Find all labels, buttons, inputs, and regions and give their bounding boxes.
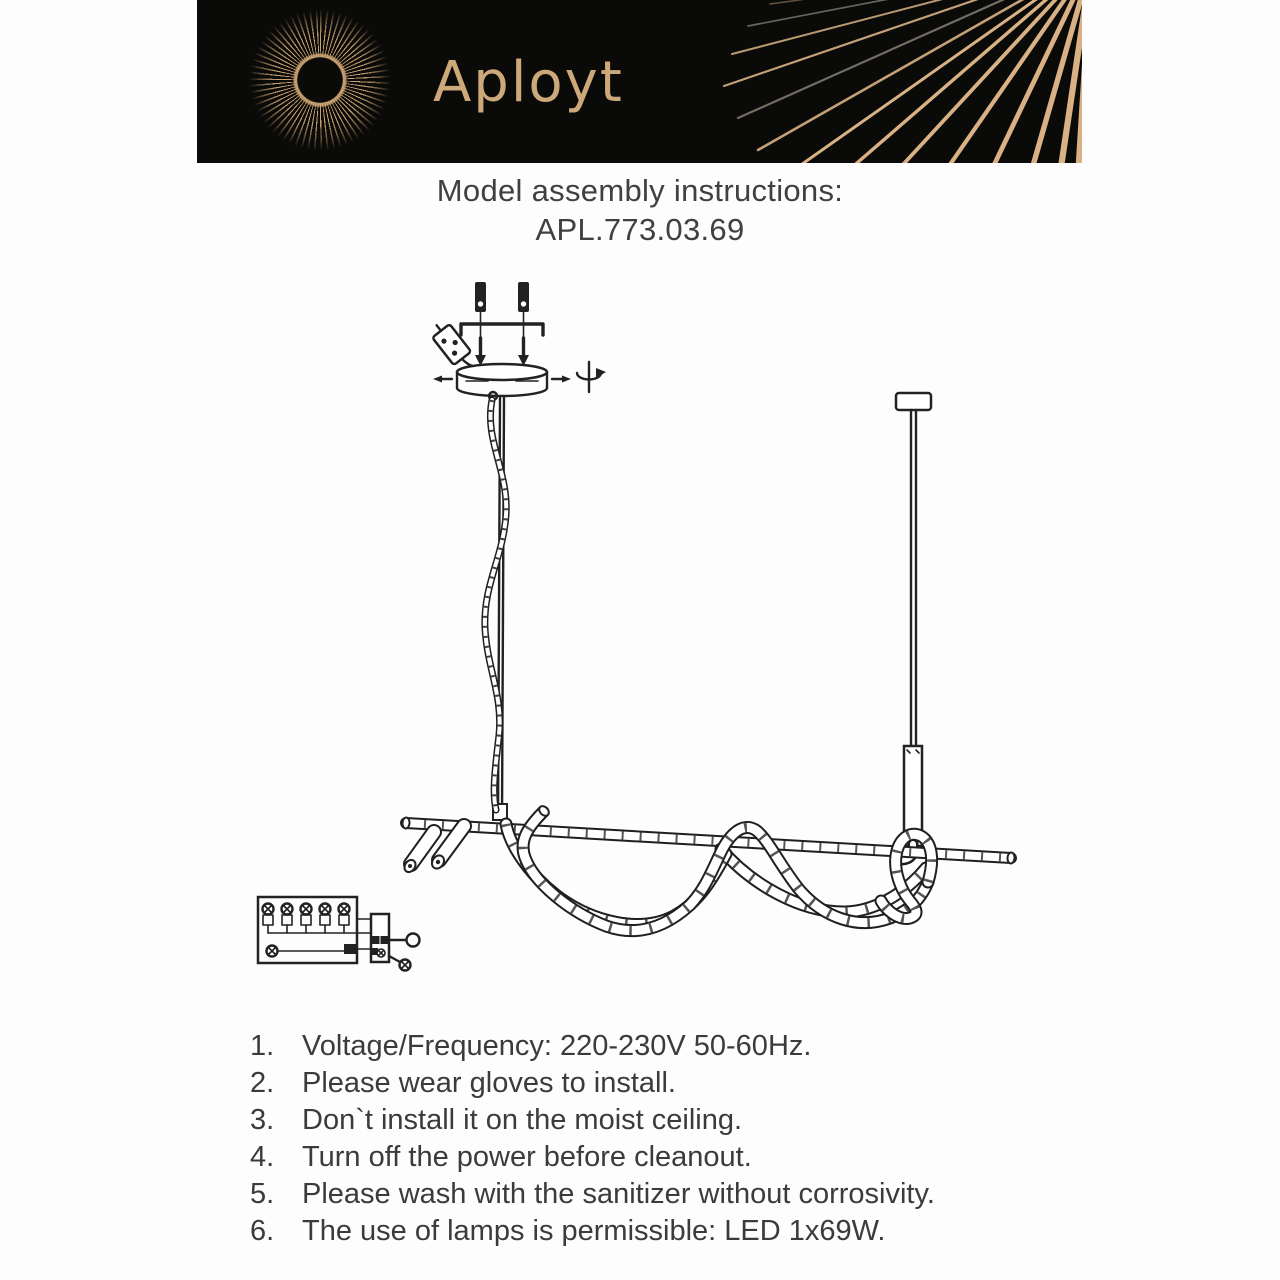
anchor-bolts — [475, 282, 529, 336]
direction-arrows-icon — [433, 376, 571, 383]
item-number: 5. — [250, 1178, 275, 1210]
item-text: Please wear gloves to install. — [302, 1067, 676, 1099]
item-number: 1. — [250, 1030, 275, 1062]
lamp-bar — [402, 817, 1015, 863]
instruction-list — [250, 1030, 935, 1252]
list-item — [250, 1178, 935, 1215]
item-number: 2. — [250, 1067, 275, 1099]
item-text: Don`t install it on the moist ceiling. — [302, 1104, 743, 1136]
title-block — [0, 171, 1280, 249]
item-number: 6. — [250, 1215, 275, 1247]
power-connector — [428, 319, 487, 367]
mounting-screws — [475, 338, 529, 366]
item-text: Turn off the power before cleanout. — [302, 1141, 752, 1173]
item-text: The use of lamps is permissible: LED 1x69W. — [302, 1215, 886, 1247]
page-title: Model assembly instructions: — [436, 173, 844, 208]
item-number: 3. — [250, 1104, 275, 1136]
rotation-arrow-icon — [577, 362, 606, 392]
suspension-rod-right — [896, 393, 931, 860]
list-item — [250, 1215, 935, 1252]
ray-fan-icon — [652, 0, 1082, 163]
mounting-bracket — [461, 324, 543, 335]
brand-name: Aployt — [433, 50, 624, 115]
spotlight-heads — [402, 826, 464, 874]
list-item — [250, 1030, 935, 1067]
ceiling-canopy — [457, 364, 547, 400]
led-tube — [506, 804, 932, 930]
suspension-cable — [485, 400, 506, 810]
brand-banner — [197, 0, 1082, 163]
item-text: Voltage/Frequency: 220-230V 50-60Hz. — [302, 1030, 812, 1062]
terminal-block-diagram — [258, 897, 420, 971]
sunburst-logo-icon — [243, 3, 397, 157]
list-item — [250, 1141, 935, 1178]
list-item — [250, 1067, 935, 1104]
item-text: Please wash with the sanitizer without corrosivity. — [302, 1178, 935, 1210]
suspension-rod-left — [493, 398, 507, 820]
terminal-screws — [263, 904, 350, 957]
item-number: 4. — [250, 1141, 275, 1173]
list-item — [250, 1104, 935, 1141]
model-number: APL.773.03.69 — [535, 212, 745, 247]
